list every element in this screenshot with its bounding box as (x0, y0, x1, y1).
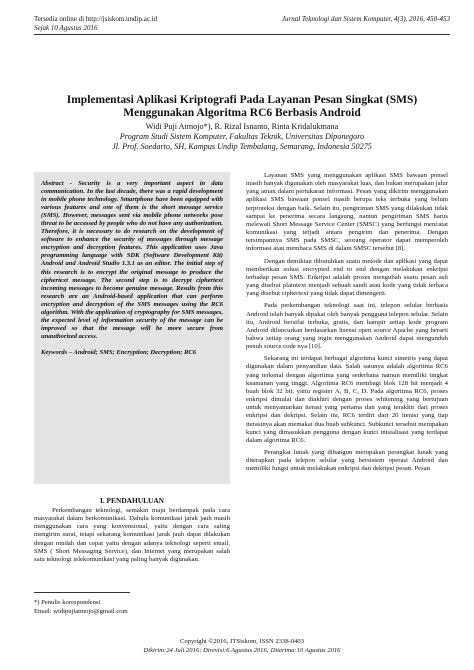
journal-availability: Tersedia online di http://jsiskom.undip.ac.id (34, 15, 158, 23)
affiliation-line-1: Program Studi Sistem Komputer, Fakultas Teknik, Universitas Diponegoro (119, 131, 365, 141)
abstract-text: Abstract - Security is a very important aspect in data communication. In the last decade, there was a rapid development in mobile phone technology. Smartphone have been equipped with various features and one of them is the short message service (SMS). However, messages sent via mobile phone networks pose threat to be accessed by people who do not have any authorization. Therefore, it is necessary to do research on the development of software to enhance the security of messages through message encryption and decryption features. This application uses Java programming language with SDK (Software Development Kit) Android and Android Studio 1.3.1 as an editor. The initial step of this research is to encrypt the original message to produce the ciphertext message. The second step is to decrypt ciphertext incoming messages to become genuine message. Results from this research are an Android-based application that can perform encryption and decryption of the SMS messages using the RC6 algorithm. With the application of cryptography for SMS messages, the expected level of information security of the message can be improved so that the message will be more secure from unauthorized access. (41, 180, 223, 340)
footnote (34, 598, 230, 616)
corresponding-email: Email: widipujiatmojo@gmail.com (34, 608, 128, 615)
body-paragraph: Perangkat lunak yang dibangun merupakan perangkat lunak yang diterapkan pada telepon selular yang bersistem operasi Android dan memiliki fungsi untuk melakukan enkripsi dan dekripsi pesan. Pesan (246, 449, 448, 473)
copyright-line: Copyright ©2016, JTSiskom, ISSN 2338-0403 (179, 638, 305, 645)
left-column-body (34, 507, 230, 568)
author-names: Widi Puji Atmojo*), R. Rizal Isnanto, Rinta Kridalukmana (145, 122, 339, 131)
corresponding-author-note: *) Penulis korespondensi (34, 599, 101, 606)
abstract-box (34, 172, 230, 484)
page-footer (34, 638, 450, 655)
keywords-text: Keywords – Android; SMS; Encryption; Decryption; RC6 (41, 348, 197, 356)
footnote-divider (34, 592, 130, 593)
affiliation-line-2: Jl. Prof. Soedarto, SH, Kampus Undip Tembalang, Semarang, Indonesia 50275 (112, 141, 372, 151)
header-divider (34, 34, 450, 35)
right-column-body (246, 172, 448, 477)
body-paragraph: Layanan SMS yang menggunakan aplikasi SMS bawaan ponsel masih banyak digunakan oleh masyarakat luas, dan bukan merupakan jalur yang aman dalam pertukaran informasi. Pesan yang dikirim menggunakan aplikasi SMS bawaan ponsel masih berupa teks terbuka yang belum terproteksi dengan baik. Selain itu, pengiriman SMS yang dilakukan tidak sampai ke penerima secara langsung, namun pengiriman SMS harus melewati Short Message Service Center (SMSC) yang berfungsi mencatat komunikasi yang terjadi antara pengirim dan penerima. Dengan tersimpannya SMS pada SMSC, seorang operator dapat memperoleh informasi atau membaca SMS di dalam SMSC tersebut [8]. (246, 172, 448, 253)
body-paragraph: Sekarang ini terdapat berbagai algoritma kunci simetris yang dapat digunakan dalam penyandian data. Salah satunya adalah algoritma RC6 yang terkenal dengan algoritma yang sederhana namun memiliki tingkat keamanan yang tinggi. Algoritma RC6 membagi blok 128 bit menjadi 4 buah blok 32 bit, yaitu register A, B, C, D. Pada algoritma RC6, proses enkripsi dimulai dan diakhiri dengan proses whitening yang bertujuan untuk menyamarkan iterasi yang pertama dan yang terakhir dari proses enkripsi dan dekripsi. Selain itu, RC6 terdiri dari 20 iterasi yang tiap iterasinya akan memakai dua buah subkunci. Subkunci tersebut merupakan kunci yang dimasukkan pengguna dengan kunci inisialisasi yang terdapat dalam algoritma RC6. (246, 355, 448, 444)
submission-dates: Dikirim:24 Juli 2016; Direvisi:6 Agustus 2016; Diterima:10 Agustus 2016 (143, 646, 341, 654)
body-paragraph: Dengan demikian dibutuhkan suatu metode dan aplikasi yang dapat memberikan solusi encrypted end to end dengan melakukan enkripsi terhadap pesan SMS. Enkripsi adalah proses mengubah suatu pesan asli yang disebut plaintext menjadi sebuah sandi atau kode yang tidak terbaca yang disebut ciphertext yang tidak dapat dimengerti. (246, 257, 448, 298)
journal-citation: Jurnal Teknologi dan Sistem Komputer, 4(3), 2016, 450-453 (281, 15, 450, 23)
header-left (34, 15, 157, 33)
online-since: Sejak 10 Agustus 2016 (34, 24, 98, 32)
section-heading: I. PENDAHULUAN (99, 496, 165, 505)
body-paragraph: Perkembangan teknologi, semakin maju berdampak pada cara masyarakat dalam berkomunikasi. Dahulu komunikasi jarak jauh masih menggunakan cara yang konvensional, yaitu dengan cara saling mengirim surat, tetapi sekarang komunikasi jarak jauh dapat dilakukan dengan mudah dan cepat yaitu dengan adanya teknologi seperti email, SMS ( Short Messaging Service), dan Internet yang merupakan salah satu teknologi telekomunikasi yang paling banyak digunakan. (34, 507, 230, 563)
body-paragraph: Pada perkembangan teknologi saat ini, telepon selular berbasis Android telah banyak dipakai oleh banyak pengguna telepon selular. Selain itu, Android bersifat terbuka, gratis, dan hampir setiap kode program Android diluncurkan berdasarkan lisensi open source Apache yang berarti bahwa setiap orang yang ingin menggunakan Android dapat mengunduh penuh source code nya [10]. (246, 302, 448, 351)
paper-title: Implementasi Aplikasi Kriptografi Pada Layanan Pesan Singkat (SMS) Menggunakan Algoritma RC6 Berbasis Android (66, 94, 418, 119)
author-block (34, 122, 450, 151)
